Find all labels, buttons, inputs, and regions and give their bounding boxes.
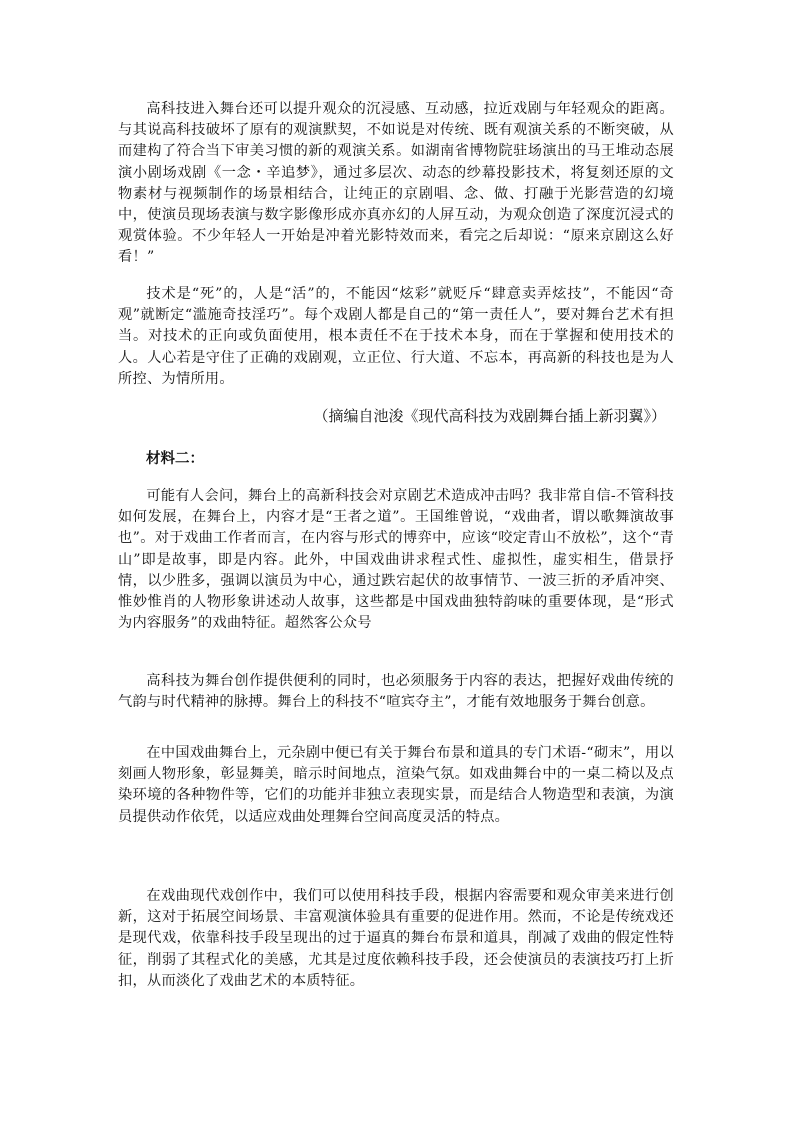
body-paragraph: 在戏曲现代戏创作中，我们可以使用科技手段，根据内容需要和观众审美来进行创新，这对于拓展空间场景、丰富观演体验具有重要的促进作用。然而，不论是传统戏还是现代戏，依靠科技手段呈现出的过于逼真的舞台布景和道具，削减了戏曲的假定性特征，削弱了其程式化的美感，尤其是过度依赖科技手段，还会使演员的表演技巧打上折扣，从而淡化了戏曲艺术的本质特征。 (118, 888, 674, 989)
body-paragraph: 在中国戏曲舞台上，元杂剧中便已有关于舞台布景和道具的专门术语-“砌末”，用以刻画人物形象，彰显舞美，暗示时间地点，渲染气氛。如戏曲舞台中的一桌二椅以及点染环境的各种物件等，它们的功能并非独立表现实景，而是结合人物造型和表演，为演员提供动作依凭，以适应戏曲处理舞台空间高度灵活的特点。 (118, 745, 674, 825)
body-paragraph: 技术是“死”的，人是“活”的，不能因“炫彩”就贬斥“肆意卖弄炫技”，不能因“奇观”就断定“滥施奇技淫巧”。每个戏剧人都是自己的“第一责任人”，要对舞台艺术有担当。对技术的正向或负面使用，根本责任不在于技术本身，而在于掌握和使用技术的人。人心若是守住了正确的戏剧观，立正位、行大道、不忘本，再高新的科技也是为人所控、为情所用。 (118, 286, 674, 387)
body-paragraph: 高科技进入舞台还可以提升观众的沉浸感、互动感，拉近戏剧与年轻观众的距离。与其说高科技破坏了原有的观演默契，不如说是对传统、既有观演关系的不断突破，从而建构了符合当下审美习惯的新的观演关系。如湖南省博物院驻场演出的马王堆动态展演小剧场戏剧《一念・辛追梦》，通过多层次、动态的纱幕投影技术，将复刻还原的文物素材与视频制作的场景相结合，让纯正的京剧唱、念、做、打融于光影营造的幻境中，使演员现场表演与数字影像形成亦真亦幻的人屏互动，为观众创造了深度沉浸式的观赏体验。不少年轻人一开始是冲着光影特效而来，看完之后却说：“原来京剧这么好看！” (118, 101, 674, 266)
source-citation: （摘编自池浚《现代高科技为戏剧舞台插上新羽翼》） (313, 407, 666, 425)
section-heading: 材料二： (146, 451, 204, 467)
body-paragraph: 可能有人会问，舞台上的高新科技会对京剧艺术造成冲击吗？我非常自信-不管科技如何发展，在舞台上，内容才是“王者之道”。王国维曾说，“戏曲者，谓以歌舞演故事也”。对于戏曲工作者而言，在内容与形式的博弈中，应该“咬定青山不放松”，这个“青山”即是故事，即是内容。此外，中国戏曲讲求程式性、虚拟性，虚实相生，借景抒情，以少胜多，强调以演员为中心，通过跌宕起伏的故事情节、一波三折的矛盾冲突、惟妙惟肖的人物形象讲述动人故事，这些都是中国戏曲独特韵味的重要体现，是“形式为内容服务”的戏曲特征。超然客公众号 (118, 488, 674, 632)
body-paragraph: 高科技为舞台创作提供便利的同时，也必须服务于内容的表达，把握好戏曲传统的气韵与时代精神的脉搏。舞台上的科技不“喧宾夺主”，才能有效地服务于舞台创意。 (118, 673, 674, 711)
